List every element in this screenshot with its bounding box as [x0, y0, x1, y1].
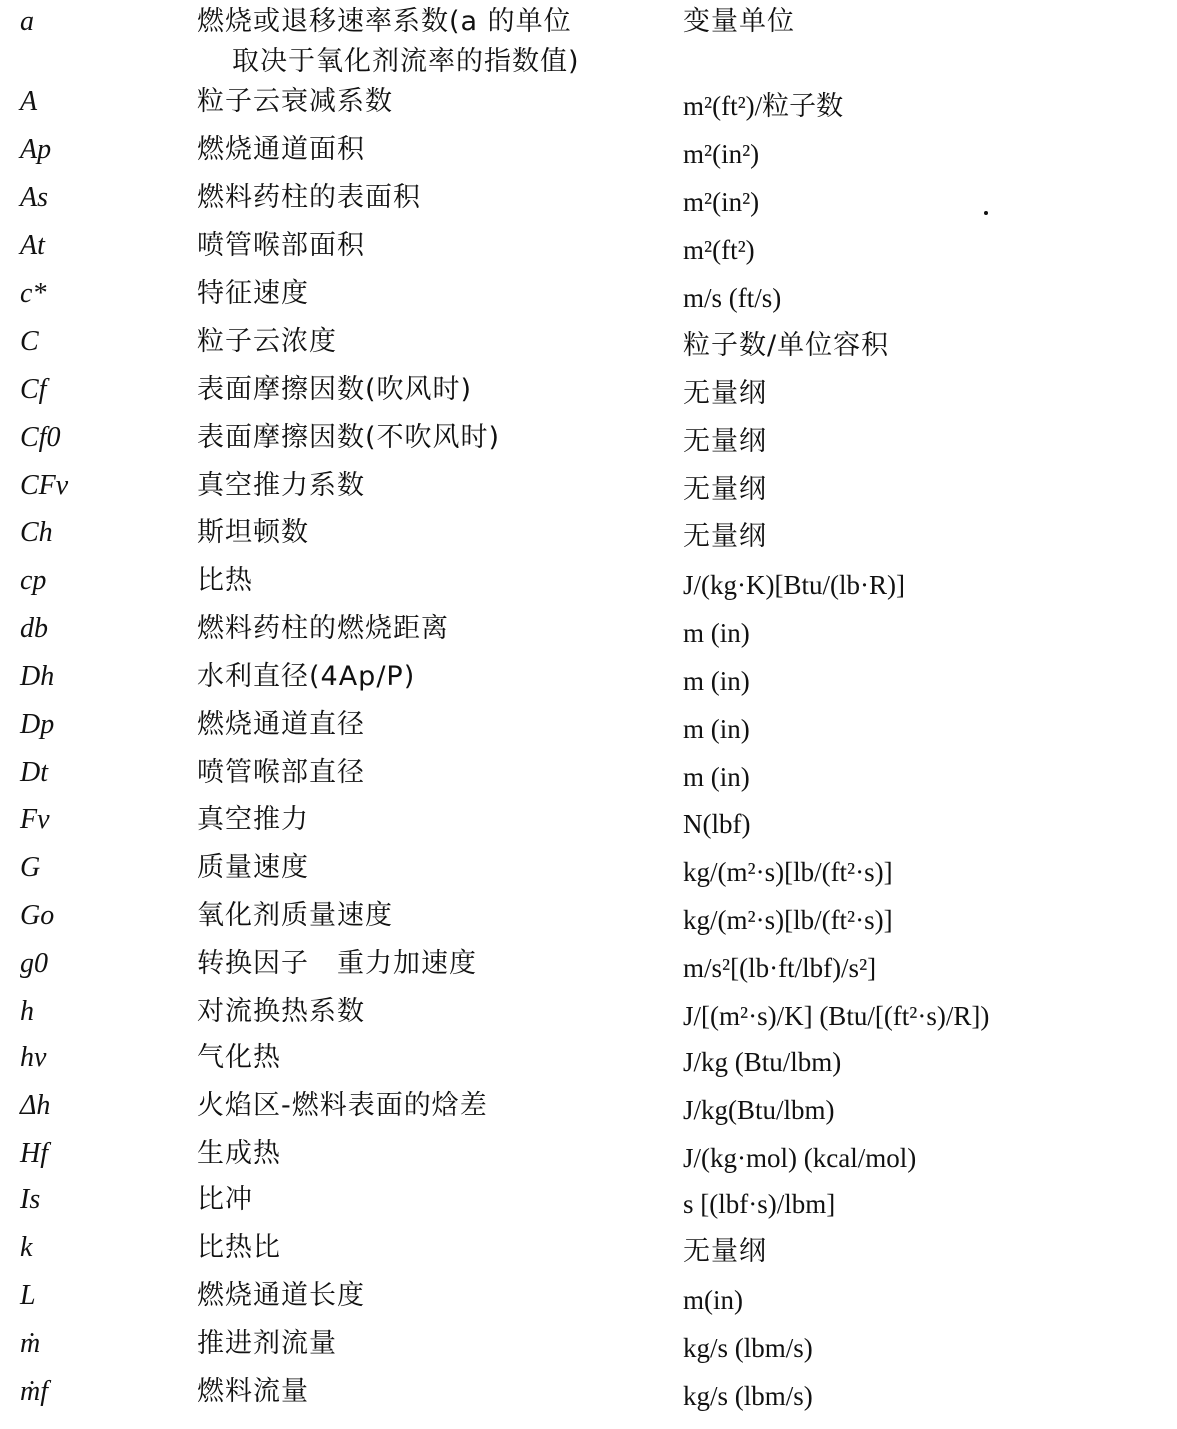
- symbol-cell: g0: [20, 948, 48, 979]
- nomenclature-row: [0, 1276, 1177, 1322]
- description-cell: 喷管喉部直径: [197, 757, 365, 788]
- unit-cell: 粒子数/单位容积: [683, 330, 890, 361]
- unit-cell: m (in): [683, 618, 750, 648]
- nomenclature-row: [0, 944, 1177, 990]
- nomenclature-row: [0, 82, 1177, 128]
- symbol-cell: Ch: [20, 517, 53, 548]
- nomenclature-row: [0, 418, 1177, 464]
- description-cell: 燃料药柱的燃烧距离: [197, 613, 449, 644]
- nomenclature-row: [0, 513, 1177, 559]
- unit-cell: kg/(m²·s)[lb/(ft²·s)]: [683, 905, 893, 935]
- stray-dot-mark: [984, 211, 988, 215]
- nomenclature-row: [0, 1086, 1177, 1132]
- nomenclature-row: [0, 130, 1177, 176]
- symbol-cell: A: [20, 86, 38, 117]
- description-cell: 喷管喉部面积: [197, 230, 365, 261]
- unit-cell: kg/s (lbm/s): [683, 1333, 813, 1363]
- description-cell: 氧化剂质量速度: [197, 900, 393, 931]
- unit-cell: N(lbf): [683, 809, 751, 839]
- description-cell: 真空推力: [197, 804, 309, 835]
- description-continuation: 取决于氧化剂流率的指数值): [232, 46, 580, 77]
- symbol-cell: At: [20, 230, 45, 261]
- unit-cell: m (in): [683, 666, 750, 696]
- description-cell: 气化热: [197, 1042, 281, 1073]
- symbol-cell: Δh: [20, 1090, 51, 1121]
- nomenclature-row: [0, 800, 1177, 846]
- unit-cell: 无量纲: [683, 426, 767, 457]
- nomenclature-row: [0, 370, 1177, 416]
- symbol-cell: h: [20, 996, 34, 1027]
- description-cell: 燃烧通道长度: [197, 1280, 365, 1311]
- symbol-cell: k: [20, 1232, 33, 1263]
- description-cell: 特征速度: [197, 278, 309, 309]
- nomenclature-row: [0, 561, 1177, 607]
- unit-cell: m²(ft²): [683, 235, 755, 265]
- nomenclature-row: [0, 226, 1177, 272]
- unit-cell: m (in): [683, 762, 750, 792]
- symbol-cell: db: [20, 613, 48, 644]
- symbol-cell: hv: [20, 1042, 47, 1073]
- symbol-cell: Dt: [20, 757, 48, 788]
- unit-cell: J/kg(Btu/lbm): [683, 1095, 835, 1125]
- symbol-cell: a: [20, 6, 34, 37]
- symbol-cell: As: [20, 182, 48, 213]
- unit-cell: m²(in²): [683, 139, 760, 169]
- unit-cell: kg/(m²·s)[lb/(ft²·s)]: [683, 857, 893, 887]
- unit-cell: J/kg (Btu/lbm): [683, 1047, 842, 1077]
- nomenclature-row: [0, 657, 1177, 703]
- symbol-cell: ṁ: [20, 1328, 41, 1359]
- symbol-cell: cp: [20, 565, 47, 596]
- symbol-cell: Cf: [20, 374, 47, 405]
- unit-cell: 无量纲: [683, 474, 767, 505]
- unit-cell: 无量纲: [683, 378, 767, 409]
- nomenclature-row: [0, 1228, 1177, 1274]
- nomenclature-row: [0, 609, 1177, 655]
- nomenclature-row: [0, 322, 1177, 368]
- unit-cell: m/s²[(lb·ft/lbf)/s²]: [683, 953, 877, 983]
- nomenclature-row: [0, 1180, 1177, 1226]
- unit-cell: s [(lbf·s)/lbm]: [683, 1189, 836, 1219]
- description-cell: 质量速度: [197, 852, 309, 883]
- nomenclature-row: [0, 705, 1177, 751]
- symbol-cell: L: [20, 1280, 36, 1311]
- description-cell: 生成热: [197, 1138, 281, 1169]
- description-cell: 对流换热系数: [197, 996, 365, 1027]
- description-cell: 水利直径(4Ap/P): [197, 661, 416, 692]
- description-cell: 比冲: [197, 1184, 253, 1215]
- description-cell: 粒子云衰减系数: [197, 86, 393, 117]
- nomenclature-row: [0, 466, 1177, 512]
- unit-cell: 无量纲: [683, 1236, 767, 1267]
- description-cell: 表面摩擦因数(不吹风时): [197, 422, 501, 453]
- description-cell: 斯坦顿数: [197, 517, 309, 548]
- unit-cell: 变量单位: [683, 6, 795, 37]
- unit-cell: m²(in²): [683, 187, 760, 217]
- description-cell: 燃烧通道面积: [197, 134, 365, 165]
- symbol-cell: Dp: [20, 709, 55, 740]
- nomenclature-row: [0, 1372, 1177, 1418]
- unit-cell: m(in): [683, 1285, 743, 1315]
- description-cell: 比热: [197, 565, 253, 596]
- symbol-cell: ṁf: [20, 1376, 48, 1407]
- symbol-cell: Ap: [20, 134, 52, 165]
- unit-cell: m (in): [683, 714, 750, 744]
- symbol-cell: Cf0: [20, 422, 61, 453]
- description-cell: 火焰区-燃料表面的焓差: [197, 1090, 488, 1121]
- symbol-cell: Fv: [20, 804, 50, 835]
- unit-cell: J/[(m²·s)/K] (Btu/[(ft²·s)/R]): [683, 1001, 990, 1031]
- nomenclature-row: [0, 848, 1177, 894]
- symbol-cell: G: [20, 852, 41, 883]
- description-cell: 真空推力系数: [197, 470, 365, 501]
- nomenclature-row: [0, 896, 1177, 942]
- nomenclature-row: [0, 753, 1177, 799]
- symbol-cell: c*: [20, 278, 47, 309]
- nomenclature-row: [0, 1134, 1177, 1180]
- unit-cell: J/(kg·K)[Btu/(lb·R)]: [683, 570, 905, 600]
- description-cell: 转换因子 重力加速度: [197, 948, 477, 979]
- description-cell: 燃料药柱的表面积: [197, 182, 421, 213]
- symbol-cell: Is: [20, 1184, 41, 1215]
- symbol-cell: Dh: [20, 661, 55, 692]
- nomenclature-row: [0, 1324, 1177, 1370]
- unit-cell: kg/s (lbm/s): [683, 1381, 813, 1411]
- description-cell: 燃料流量: [197, 1376, 309, 1407]
- description-cell: 粒子云浓度: [197, 326, 337, 357]
- description-cell: 表面摩擦因数(吹风时): [197, 374, 473, 405]
- symbol-cell: CFv: [20, 470, 69, 501]
- symbol-cell: Hf: [20, 1138, 48, 1169]
- symbol-cell: C: [20, 326, 39, 357]
- description-cell: 推进剂流量: [197, 1328, 337, 1359]
- nomenclature-row: [0, 992, 1177, 1038]
- nomenclature-row: [0, 2, 1177, 77]
- description-cell: 燃烧或退移速率系数(a 的单位: [197, 6, 572, 37]
- description-cell: 燃烧通道直径: [197, 709, 365, 740]
- description-cell: 比热比: [197, 1232, 281, 1263]
- nomenclature-row: [0, 274, 1177, 320]
- unit-cell: m²(ft²)/粒子数: [683, 91, 844, 121]
- unit-cell: 无量纲: [683, 521, 767, 552]
- nomenclature-row: [0, 1038, 1177, 1084]
- symbol-cell: Go: [20, 900, 55, 931]
- unit-cell: J/(kg·mol) (kcal/mol): [683, 1143, 917, 1173]
- nomenclature-row: [0, 178, 1177, 224]
- unit-cell: m/s (ft/s): [683, 283, 782, 313]
